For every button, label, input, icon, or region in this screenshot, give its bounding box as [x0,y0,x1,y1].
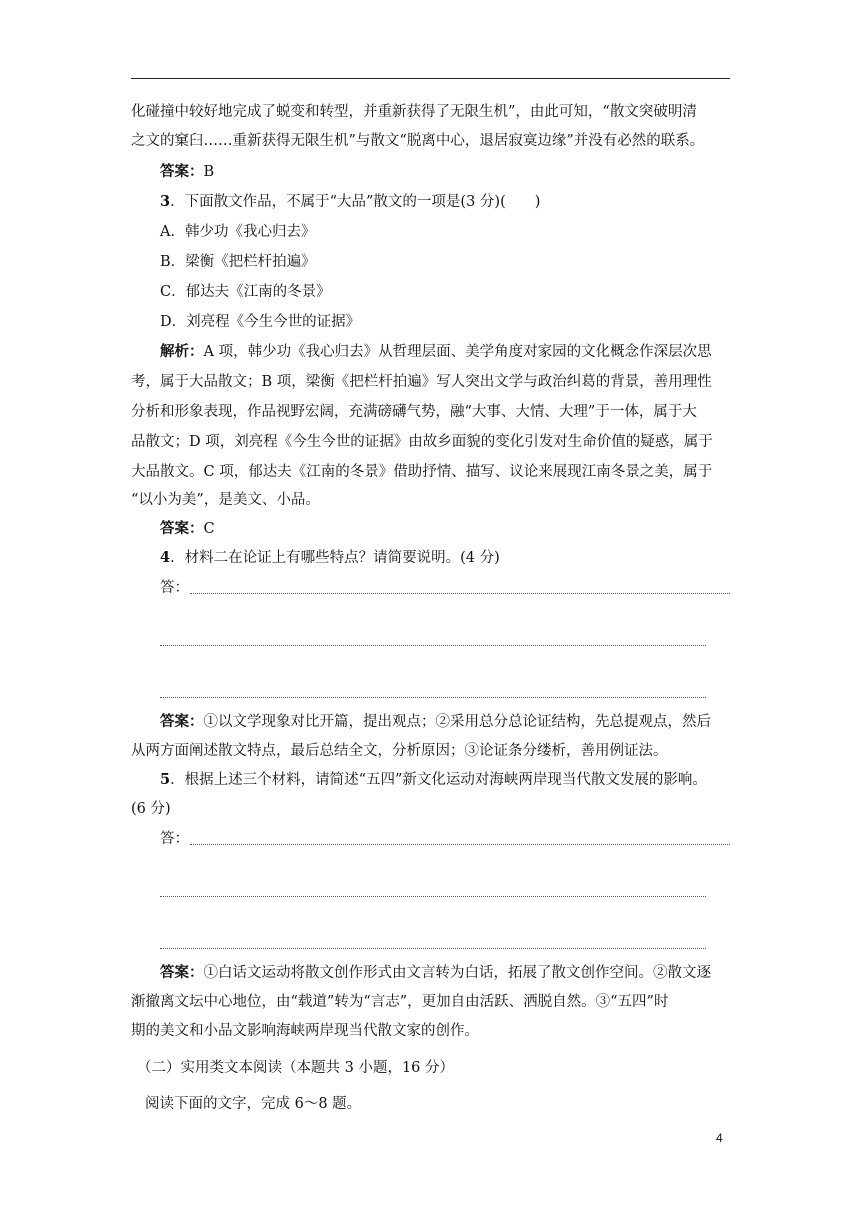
text-line: 化碰撞中较好地完成了蜕变和转型，并重新获得了无限生机”，由此可知，“散文突破明清 [131,104,697,120]
answer-label: 答案： [160,520,204,537]
analysis-line: 品散文；D 项，刘亮程《今生今世的证据》由故乡面貌的变化引发对生命价值的疑惑，属于 [131,434,713,450]
analysis-3 [160,342,712,362]
answer-value: B [203,164,215,180]
option-b: B．梁衡《把栏杆拍遍》 [160,254,316,270]
analysis-line: 考，属于大品散文；B 项，梁衡《把栏杆拍遍》写人突出文学与政治纠葛的背景，善用理性 [131,374,712,390]
answer-5 [160,963,711,983]
answer-prompt: 答： [160,580,189,596]
answer-blank-line[interactable] [190,844,730,845]
question-text: ．下面散文作品，不属于“大品”散文的一项是(3 分)( ) [170,194,541,210]
option-d: D．刘亮程《今生今世的证据》 [160,314,361,330]
question-number: 5 [160,771,171,788]
reading-instruction: 阅读下面的文字，完成 6～8 题。 [145,1096,362,1112]
question-4 [160,548,500,568]
answer-value: C [203,521,215,537]
answer-4 [160,712,711,732]
answer-3 [160,519,215,539]
answer-line: 从两方面阐述散文特点，最后总结全文，分析原因；③论证条分缕析，善用例证法。 [131,743,668,759]
question-number: 4 [160,549,171,566]
answer-label: 答案： [160,163,204,180]
page-number: 4 [716,1131,723,1145]
answer-label: 答案： [160,713,204,730]
question-text: ．材料二在论证上有哪些特点？请简要说明。(4 分) [170,550,500,566]
question-number: 3 [160,193,171,210]
question-continuation: (6 分) [131,801,171,817]
header-rule [131,78,730,79]
answer-label: 答案： [160,964,204,981]
answer-line: 期的美文和小品文影响海峡两岸现当代散文家的创作。 [131,1023,479,1039]
question-3 [160,192,540,212]
option-a: A．韩少功《我心归去》 [160,224,316,240]
answer-text: ①白话文运动将散文创作形式由文言转为白话，拓展了散文创作空间。②散文逐 [203,965,711,981]
question-5 [160,770,707,790]
analysis-line: 分析和形象表现，作品视野宏阔，充满磅礴气势，融“大事、大情、大理”于一体，属于大 [131,404,697,420]
answer-blank-line[interactable] [160,948,706,949]
option-c: C．郁达夫《江南的冬景》 [160,284,331,300]
answer-prompt: 答： [160,831,189,847]
answer-line: 渐撤离文坛中心地位，由“载道”转为“言志”，更加自由活跃、洒脱自然。③“五四”时 [131,994,669,1010]
section-heading: （二）实用类文本阅读（本题共 3 小题，16 分） [137,1060,455,1076]
answer-blank-line[interactable] [160,896,706,897]
analysis-text: A 项，韩少功《我心归去》从哲理层面、美学角度对家园的文化概念作深层次思 [203,344,712,360]
answer-blank-line[interactable] [160,697,706,698]
answer-text: ①以文学现象对比开篇，提出观点；②采用总分总论证结构，先总提观点，然后 [203,714,711,730]
answer-blank-line[interactable] [190,593,730,594]
answer-blank-line[interactable] [160,645,706,646]
analysis-label: 解析： [160,343,204,360]
answer-2 [160,162,214,182]
text-line: 之文的窠臼……重新获得无限生机”与散文“脱离中心，退居寂寞边缘”并没有必然的联系。 [131,133,705,149]
analysis-line: 大品散文。C 项，郁达夫《江南的冬景》借助抒情、描写、议论来展现江南冬景之美，属于 [131,464,713,480]
analysis-line: “以小为美”，是美文、小品。 [131,492,320,508]
question-text: ．根据上述三个材料，请简述“五四”新文化运动对海峡两岸现当代散文发展的影响。 [170,772,707,788]
